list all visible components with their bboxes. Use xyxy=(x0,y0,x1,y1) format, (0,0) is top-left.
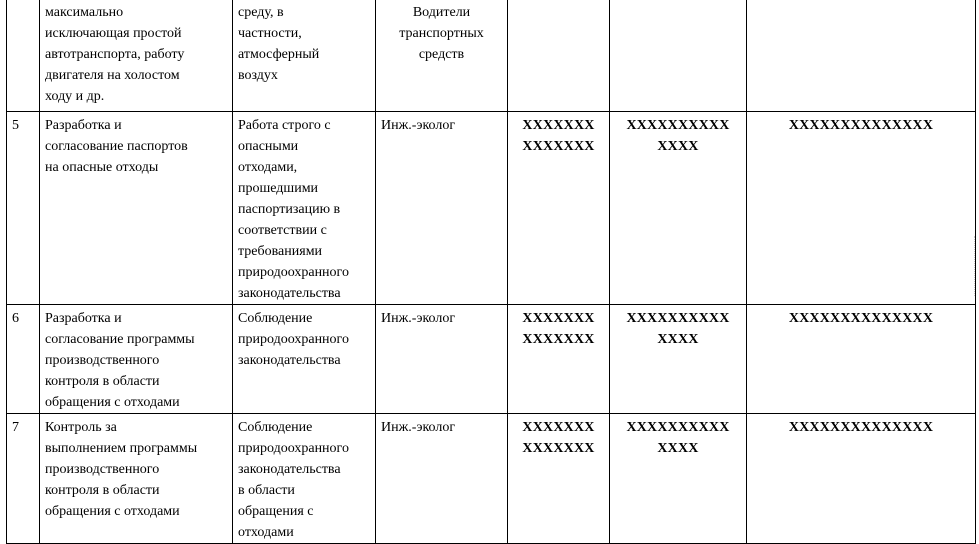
redacted-cell: XXXXXXX XXXXXXX xyxy=(508,112,610,305)
redacted-cell: XXXXXXXXXXXXXX xyxy=(747,112,976,305)
responsible-cell: Инж.-эколог xyxy=(376,112,508,305)
activity-cell: Контроль за выполнением программы производственного контроля в области обращения с отходами xyxy=(40,414,233,544)
redacted-cell xyxy=(747,0,976,112)
responsible-cell: Инж.-эколог xyxy=(376,305,508,414)
table-row xyxy=(7,112,976,305)
table-row xyxy=(7,0,976,112)
row-number-cell: 7 xyxy=(7,414,40,544)
activity-cell: максимально исключающая простой автотранспорта, работу двигателя на холостом ходу и др. xyxy=(40,0,233,112)
redacted-cell: XXXXXXXXXXXXXX xyxy=(747,414,976,544)
row-number-cell: 5 xyxy=(7,112,40,305)
purpose-cell: Работа строго с опасными отходами, прошедшими паспортизацию в соответствии с требованиями природоохранного законодательства xyxy=(233,112,376,305)
activity-cell: Разработка и согласование паспортов на опасные отходы xyxy=(40,112,233,305)
page-edge-mark xyxy=(974,236,979,296)
redacted-cell: XXXXXXX XXXXXXX xyxy=(508,305,610,414)
row-number-cell xyxy=(7,0,40,112)
activity-cell: Разработка и согласование программы производственного контроля в области обращения с отходами xyxy=(40,305,233,414)
purpose-cell: среду, в частности, атмосферный воздух xyxy=(233,0,376,112)
table-row xyxy=(7,305,976,414)
purpose-cell: Соблюдение природоохранного законодательства в области обращения с отходами xyxy=(233,414,376,544)
row-number-cell: 6 xyxy=(7,305,40,414)
redacted-cell xyxy=(508,0,610,112)
responsible-cell: Инж.-эколог xyxy=(376,414,508,544)
responsible-cell: Водители транспортных средств xyxy=(376,0,508,112)
redacted-cell: XXXXXXXXXXXXXX xyxy=(747,305,976,414)
measures-table xyxy=(6,0,976,544)
redacted-cell: XXXXXXXXXX XXXX xyxy=(610,414,747,544)
purpose-cell: Соблюдение природоохранного законодательства xyxy=(233,305,376,414)
redacted-cell xyxy=(610,0,747,112)
redacted-cell: XXXXXXXXXX XXXX xyxy=(610,112,747,305)
table-row xyxy=(7,414,976,544)
redacted-cell: XXXXXXX XXXXXXX xyxy=(508,414,610,544)
redacted-cell: XXXXXXXXXX XXXX xyxy=(610,305,747,414)
